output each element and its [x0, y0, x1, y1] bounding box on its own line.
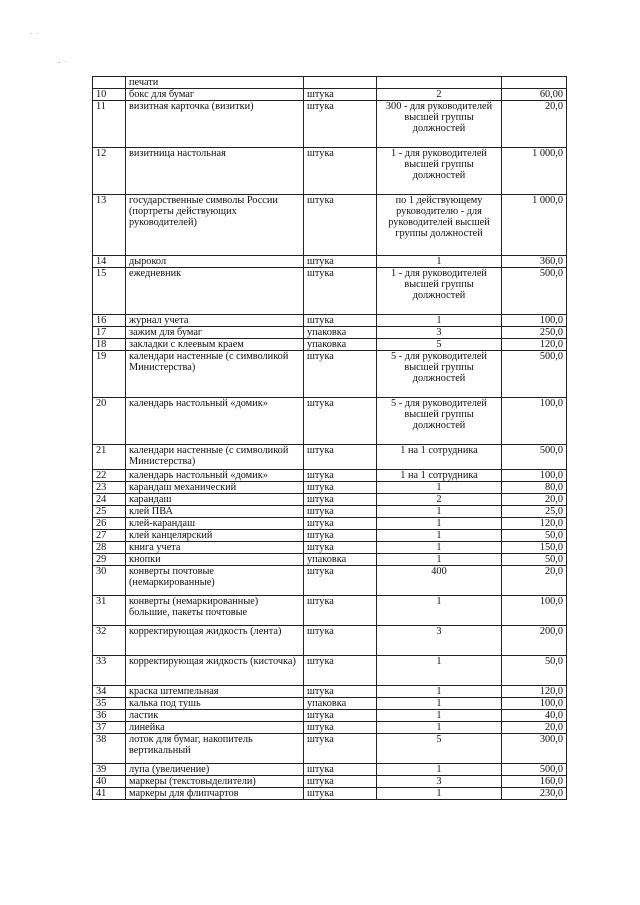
table-row [93, 327, 567, 339]
unit-of-measure: штука [304, 268, 377, 315]
table-row [93, 195, 567, 256]
item-name: визитница настольная [126, 148, 304, 195]
unit-price: 100,0 [502, 698, 567, 710]
item-name: лупа (увеличение) [126, 764, 304, 776]
table-row [93, 710, 567, 722]
quantity: 1 [377, 656, 502, 686]
item-name: краска штемпельная [126, 686, 304, 698]
supplies-table [92, 76, 567, 800]
unit-of-measure: штука [304, 530, 377, 542]
row-number: 33 [93, 656, 126, 686]
quantity: 1 [377, 710, 502, 722]
unit-price: 1 000,0 [502, 195, 567, 256]
unit-price: 200,0 [502, 626, 567, 656]
quantity: 1 [377, 542, 502, 554]
table-row [93, 788, 567, 800]
unit-of-measure: штука [304, 494, 377, 506]
quantity: 1 [377, 518, 502, 530]
unit-of-measure: штука [304, 722, 377, 734]
unit-price: 100,0 [502, 470, 567, 482]
unit-price: 20,0 [502, 566, 567, 596]
unit-of-measure: штука [304, 445, 377, 470]
unit-of-measure: штука [304, 734, 377, 764]
row-number: 30 [93, 566, 126, 596]
unit-price: 120,0 [502, 518, 567, 530]
item-name: журнал учета [126, 315, 304, 327]
table-row [93, 734, 567, 764]
quantity: 1 - для руководителей высшей группы должностей [377, 268, 502, 315]
table-row [93, 351, 567, 398]
table-row [93, 542, 567, 554]
quantity: 1 [377, 482, 502, 494]
table-row [93, 596, 567, 626]
quantity: 1 - для руководителей высшей группы должностей [377, 148, 502, 195]
row-number: 32 [93, 626, 126, 656]
row-number: 18 [93, 339, 126, 351]
row-number: 31 [93, 596, 126, 626]
unit-of-measure: штука [304, 542, 377, 554]
unit-price: 50,0 [502, 656, 567, 686]
row-number: 16 [93, 315, 126, 327]
quantity: 1 на 1 сотрудника [377, 470, 502, 482]
unit-of-measure: штука [304, 656, 377, 686]
table-row [93, 554, 567, 566]
item-name: лоток для бумаг, накопитель вертикальный [126, 734, 304, 764]
row-number: 39 [93, 764, 126, 776]
item-name: корректирующая жидкость (лента) [126, 626, 304, 656]
quantity: по 1 действующему руководителю - для руководителей высшей группы должностей [377, 195, 502, 256]
unit-price: 300,0 [502, 734, 567, 764]
quantity: 5 [377, 339, 502, 351]
quantity: 400 [377, 566, 502, 596]
table-row [93, 494, 567, 506]
quantity: 2 [377, 89, 502, 101]
unit-of-measure: штука [304, 256, 377, 268]
quantity: 1 [377, 256, 502, 268]
row-number: 27 [93, 530, 126, 542]
table-row [93, 686, 567, 698]
row-number [93, 77, 126, 89]
item-name: ежедневник [126, 268, 304, 315]
unit-of-measure: упаковка [304, 339, 377, 351]
row-number: 36 [93, 710, 126, 722]
item-name: государственные символы России (портреты действующих руководителей) [126, 195, 304, 256]
item-name: клей канцелярский [126, 530, 304, 542]
table-row [93, 506, 567, 518]
item-name: печати [126, 77, 304, 89]
table-row [93, 698, 567, 710]
unit-of-measure: штука [304, 470, 377, 482]
quantity: 1 [377, 554, 502, 566]
item-name: бокс для бумаг [126, 89, 304, 101]
item-name: линейка [126, 722, 304, 734]
unit-price: 50,0 [502, 530, 567, 542]
quantity: 1 [377, 788, 502, 800]
quantity: 3 [377, 327, 502, 339]
item-name: календарь настольный «домик» [126, 398, 304, 445]
row-number: 40 [93, 776, 126, 788]
row-number: 21 [93, 445, 126, 470]
unit-price: 20,0 [502, 494, 567, 506]
item-name: зажим для бумаг [126, 327, 304, 339]
quantity: 1 [377, 596, 502, 626]
unit-of-measure: штука [304, 89, 377, 101]
quantity: 1 [377, 686, 502, 698]
table-row [93, 470, 567, 482]
unit-of-measure: штука [304, 518, 377, 530]
table-row [93, 530, 567, 542]
table-row [93, 445, 567, 470]
unit-price: 120,0 [502, 339, 567, 351]
scan-mark: - · [58, 58, 68, 66]
quantity: 3 [377, 776, 502, 788]
unit-of-measure: штука [304, 566, 377, 596]
unit-price: 150,0 [502, 542, 567, 554]
row-number: 28 [93, 542, 126, 554]
unit-price: 500,0 [502, 351, 567, 398]
table-row [93, 148, 567, 195]
unit-price: 500,0 [502, 268, 567, 315]
unit-of-measure: штука [304, 101, 377, 148]
unit-of-measure: штука [304, 596, 377, 626]
unit-of-measure: штука [304, 686, 377, 698]
item-name: визитная карточка (визитки) [126, 101, 304, 148]
unit-price: 500,0 [502, 764, 567, 776]
quantity: 5 - для руководителей высшей группы должностей [377, 398, 502, 445]
unit-of-measure: штука [304, 398, 377, 445]
unit-of-measure: штука [304, 315, 377, 327]
unit-of-measure: упаковка [304, 554, 377, 566]
table-row [93, 764, 567, 776]
quantity: 5 [377, 734, 502, 764]
item-name: клей ПВА [126, 506, 304, 518]
table-row [93, 518, 567, 530]
item-name: закладки с клеевым краем [126, 339, 304, 351]
item-name: карандаш [126, 494, 304, 506]
unit-of-measure: штука [304, 351, 377, 398]
unit-of-measure: упаковка [304, 698, 377, 710]
row-number: 37 [93, 722, 126, 734]
table-row [93, 339, 567, 351]
unit-price: 80,0 [502, 482, 567, 494]
unit-price: 100,0 [502, 315, 567, 327]
item-name: маркеры (текстовыделители) [126, 776, 304, 788]
item-name: калька под тушь [126, 698, 304, 710]
row-number: 34 [93, 686, 126, 698]
quantity: 1 [377, 315, 502, 327]
item-name: календари настенные (с символикой Министерства) [126, 445, 304, 470]
unit-price: 1 000,0 [502, 148, 567, 195]
row-number: 19 [93, 351, 126, 398]
item-name: календари настенные (с символикой Министерства) [126, 351, 304, 398]
unit-of-measure: штука [304, 788, 377, 800]
quantity: 3 [377, 626, 502, 656]
table-row [93, 256, 567, 268]
item-name: конверты (немаркированные) большие, пакеты почтовые [126, 596, 304, 626]
unit-of-measure: штука [304, 710, 377, 722]
quantity: 5 - для руководителей высшей группы должностей [377, 351, 502, 398]
unit-price: 25,0 [502, 506, 567, 518]
quantity: 1 [377, 530, 502, 542]
row-number: 23 [93, 482, 126, 494]
quantity: 1 [377, 506, 502, 518]
quantity: 2 [377, 494, 502, 506]
table-row [93, 626, 567, 656]
unit-price: 250,0 [502, 327, 567, 339]
row-number: 25 [93, 506, 126, 518]
item-name: карандаш механический [126, 482, 304, 494]
table-row [93, 482, 567, 494]
quantity [377, 77, 502, 89]
item-name: клей-карандаш [126, 518, 304, 530]
row-number: 20 [93, 398, 126, 445]
unit-of-measure: штука [304, 506, 377, 518]
item-name: кнопки [126, 554, 304, 566]
row-number: 29 [93, 554, 126, 566]
item-name: книга учета [126, 542, 304, 554]
row-number: 12 [93, 148, 126, 195]
row-number: 11 [93, 101, 126, 148]
unit-price [502, 77, 567, 89]
row-number: 35 [93, 698, 126, 710]
quantity: 1 [377, 764, 502, 776]
row-number: 38 [93, 734, 126, 764]
table-row [93, 268, 567, 315]
table-row [93, 722, 567, 734]
unit-of-measure: упаковка [304, 327, 377, 339]
table-row [93, 398, 567, 445]
row-number: 15 [93, 268, 126, 315]
item-name: календарь настольный «домик» [126, 470, 304, 482]
unit-of-measure: штука [304, 626, 377, 656]
unit-price: 50,0 [502, 554, 567, 566]
table-row [93, 315, 567, 327]
scan-mark: · · [30, 30, 40, 38]
unit-of-measure: штука [304, 195, 377, 256]
quantity: 1 [377, 722, 502, 734]
item-name: корректирующая жидкость (кисточка) [126, 656, 304, 686]
table-row [93, 566, 567, 596]
table-row [93, 101, 567, 148]
unit-price: 120,0 [502, 686, 567, 698]
unit-price: 100,0 [502, 398, 567, 445]
row-number: 22 [93, 470, 126, 482]
row-number: 41 [93, 788, 126, 800]
unit-price: 20,0 [502, 722, 567, 734]
unit-of-measure: штука [304, 776, 377, 788]
item-name: маркеры для флипчартов [126, 788, 304, 800]
table-row [93, 77, 567, 89]
unit-of-measure: штука [304, 482, 377, 494]
unit-price: 500,0 [502, 445, 567, 470]
unit-price: 20,0 [502, 101, 567, 148]
unit-price: 40,0 [502, 710, 567, 722]
table-row [93, 656, 567, 686]
unit-of-measure: штука [304, 148, 377, 195]
row-number: 17 [93, 327, 126, 339]
row-number: 13 [93, 195, 126, 256]
table-body [93, 77, 567, 800]
unit-price: 100,0 [502, 596, 567, 626]
quantity: 1 на 1 сотрудника [377, 445, 502, 470]
row-number: 14 [93, 256, 126, 268]
unit-of-measure: штука [304, 764, 377, 776]
item-name: дырокол [126, 256, 304, 268]
quantity: 1 [377, 698, 502, 710]
unit-price: 360,0 [502, 256, 567, 268]
unit-price: 60,00 [502, 89, 567, 101]
table-row [93, 89, 567, 101]
table-row [93, 776, 567, 788]
quantity: 300 - для руководителей высшей группы должностей [377, 101, 502, 148]
unit-price: 230,0 [502, 788, 567, 800]
item-name: ластик [126, 710, 304, 722]
unit-of-measure [304, 77, 377, 89]
unit-price: 160,0 [502, 776, 567, 788]
row-number: 24 [93, 494, 126, 506]
item-name: конверты почтовые (немаркированные) [126, 566, 304, 596]
row-number: 26 [93, 518, 126, 530]
row-number: 10 [93, 89, 126, 101]
